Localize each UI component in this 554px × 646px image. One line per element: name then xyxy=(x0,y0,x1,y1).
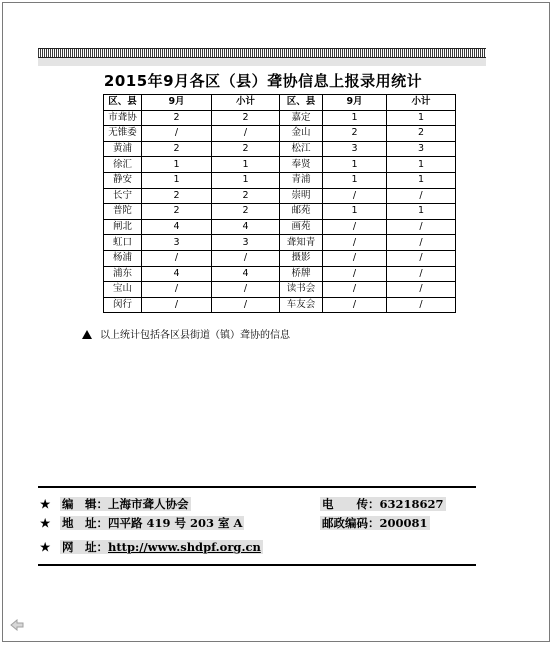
cell-subtotal: / xyxy=(212,250,280,266)
cell-district: 黄浦 xyxy=(104,141,142,157)
cell-subtotal: 1 xyxy=(212,157,280,173)
cell-district: 松江 xyxy=(280,141,323,157)
table-row xyxy=(104,157,456,173)
table-row xyxy=(104,282,456,298)
cell-september: 1 xyxy=(323,110,387,126)
star-icon: ★ xyxy=(40,540,51,554)
cell-district: 读书会 xyxy=(280,282,323,298)
cell-district: 杨浦 xyxy=(104,250,142,266)
cell-september: 3 xyxy=(323,141,387,157)
cell-september: / xyxy=(323,250,387,266)
phone-label: 电 传： xyxy=(322,497,380,511)
binding-shadow xyxy=(38,58,486,66)
cell-subtotal: 2 xyxy=(212,141,280,157)
cell-subtotal: 2 xyxy=(212,110,280,126)
cell-september: 1 xyxy=(142,157,212,173)
phone-value: 63218627 xyxy=(379,497,444,511)
cell-september: / xyxy=(142,297,212,313)
page-title: 2015年9月各区（县）聋协信息上报录用统计 xyxy=(103,72,423,90)
table-header-row xyxy=(104,95,456,111)
cell-september: 4 xyxy=(142,219,212,235)
table-row xyxy=(104,250,456,266)
cell-district: 普陀 xyxy=(104,204,142,220)
cell-subtotal: 1 xyxy=(387,172,456,188)
cell-subtotal: / xyxy=(387,235,456,251)
cell-september: 2 xyxy=(142,141,212,157)
table-row xyxy=(104,219,456,235)
cell-september: / xyxy=(323,297,387,313)
triangle-icon xyxy=(82,330,92,339)
footer-postcode xyxy=(320,515,430,531)
website-label: 网 址： xyxy=(62,540,108,554)
cell-district: 闸北 xyxy=(104,219,142,235)
postcode-value: 200081 xyxy=(379,516,428,530)
footer-address-line xyxy=(40,515,244,531)
table-row xyxy=(104,266,456,282)
cell-september: 2 xyxy=(142,204,212,220)
cell-subtotal: 3 xyxy=(212,235,280,251)
cell-subtotal: 1 xyxy=(387,157,456,173)
cell-district: 宝山 xyxy=(104,282,142,298)
footer-website-line xyxy=(40,539,263,555)
cell-september: / xyxy=(142,250,212,266)
cell-district: 崇明 xyxy=(280,188,323,204)
table-row xyxy=(104,297,456,313)
header-subtotal: 小计 xyxy=(212,95,280,111)
cell-subtotal: 1 xyxy=(387,204,456,220)
cell-district: 无锥委 xyxy=(104,126,142,142)
table-row xyxy=(104,188,456,204)
cell-district: 青浦 xyxy=(280,172,323,188)
footer-editor-line xyxy=(40,496,191,512)
phone-field xyxy=(320,497,446,511)
cell-subtotal: 4 xyxy=(212,219,280,235)
table-body xyxy=(104,110,456,313)
statistics-table xyxy=(103,94,456,313)
website-field xyxy=(60,540,263,554)
cell-september: 1 xyxy=(323,204,387,220)
postcode-label: 邮政编码： xyxy=(322,516,380,530)
cell-september: 1 xyxy=(323,172,387,188)
cell-september: / xyxy=(323,219,387,235)
cell-subtotal: / xyxy=(212,126,280,142)
header-district: 区、县 xyxy=(104,95,142,111)
cell-district: 金山 xyxy=(280,126,323,142)
cell-subtotal: 1 xyxy=(212,172,280,188)
table-row xyxy=(104,235,456,251)
cell-subtotal: / xyxy=(387,282,456,298)
cell-subtotal: 4 xyxy=(212,266,280,282)
cell-subtotal: 1 xyxy=(387,110,456,126)
table-row xyxy=(104,126,456,142)
cell-district: 虹口 xyxy=(104,235,142,251)
cell-september: 1 xyxy=(323,157,387,173)
back-arrow-icon[interactable] xyxy=(10,619,24,631)
footer-phone xyxy=(320,496,446,512)
table-row xyxy=(104,204,456,220)
cell-september: / xyxy=(142,126,212,142)
cell-september: 3 xyxy=(142,235,212,251)
cell-subtotal: 2 xyxy=(212,188,280,204)
postcode-field xyxy=(320,516,430,530)
star-icon: ★ xyxy=(40,497,51,511)
cell-subtotal: 2 xyxy=(212,204,280,220)
cell-district: 长宁 xyxy=(104,188,142,204)
cell-september: / xyxy=(323,266,387,282)
footnote xyxy=(82,326,290,341)
footnote-text: 以上统计包括各区县街道（镇）聋协的信息 xyxy=(100,330,290,341)
table-row xyxy=(104,172,456,188)
cell-september: / xyxy=(323,235,387,251)
cell-september: 2 xyxy=(323,126,387,142)
cell-district: 聋知青 xyxy=(280,235,323,251)
cell-district: 邮苑 xyxy=(280,204,323,220)
cell-district: 徐汇 xyxy=(104,157,142,173)
editor-field xyxy=(60,497,191,511)
address-label: 地 址： xyxy=(62,516,108,530)
cell-district: 奉贤 xyxy=(280,157,323,173)
cell-subtotal: / xyxy=(387,297,456,313)
table-row xyxy=(104,141,456,157)
cell-september: 2 xyxy=(142,188,212,204)
cell-september: 1 xyxy=(142,172,212,188)
editor-label: 编 辑： xyxy=(62,497,108,511)
cell-september: / xyxy=(323,282,387,298)
cell-subtotal: / xyxy=(212,297,280,313)
binding-strip xyxy=(38,48,486,58)
cell-district: 摄影 xyxy=(280,250,323,266)
cell-subtotal: / xyxy=(387,266,456,282)
cell-subtotal: 3 xyxy=(387,141,456,157)
cell-district: 嘉定 xyxy=(280,110,323,126)
header-september: 9月 xyxy=(323,95,387,111)
header-subtotal: 小计 xyxy=(387,95,456,111)
header-september: 9月 xyxy=(142,95,212,111)
header-district: 区、县 xyxy=(280,95,323,111)
star-icon: ★ xyxy=(40,516,51,530)
divider-bottom xyxy=(38,564,476,566)
cell-september: 2 xyxy=(142,110,212,126)
address-value: 四平路 419 号 203 室 A xyxy=(108,516,243,530)
cell-subtotal: / xyxy=(387,188,456,204)
cell-september: / xyxy=(323,188,387,204)
cell-district: 闵行 xyxy=(104,297,142,313)
cell-september: 4 xyxy=(142,266,212,282)
cell-september: / xyxy=(142,282,212,298)
editor-value: 上海市聋人协会 xyxy=(108,497,189,511)
cell-district: 桥牌 xyxy=(280,266,323,282)
cell-subtotal: / xyxy=(212,282,280,298)
cell-district: 画苑 xyxy=(280,219,323,235)
cell-district: 车友会 xyxy=(280,297,323,313)
cell-subtotal: / xyxy=(387,250,456,266)
cell-subtotal: 2 xyxy=(387,126,456,142)
cell-district: 静安 xyxy=(104,172,142,188)
divider-top xyxy=(38,486,476,488)
cell-district: 市聋协 xyxy=(104,110,142,126)
website-link[interactable]: http://www.shdpf.org.cn xyxy=(108,540,261,554)
table-row xyxy=(104,110,456,126)
address-field xyxy=(60,516,244,530)
cell-subtotal: / xyxy=(387,219,456,235)
cell-district: 浦东 xyxy=(104,266,142,282)
